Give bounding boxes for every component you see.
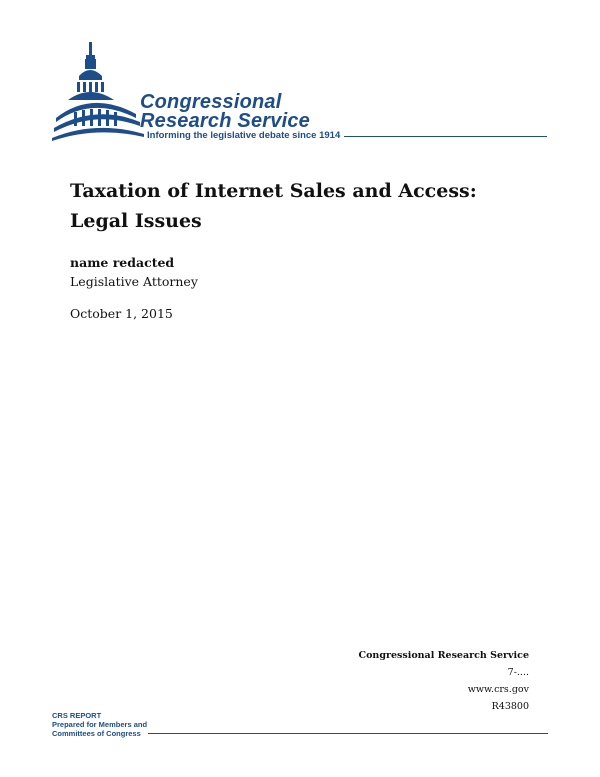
footer-line-3: Committees of Congress bbox=[52, 729, 141, 738]
report-date: October 1, 2015 bbox=[70, 306, 173, 321]
report-title: Taxation of Internet Sales and Access: Legal Issues bbox=[70, 180, 477, 232]
footer-divider bbox=[148, 733, 548, 734]
publisher-website[interactable]: www.crs.gov bbox=[467, 684, 529, 695]
logo-name-line1: Congressional bbox=[140, 91, 282, 113]
logo-tagline: Informing the legislative debate since 1914 bbox=[147, 130, 341, 141]
footer-line-2: Prepared for Members and bbox=[52, 720, 148, 729]
publisher-phone: 7-.... bbox=[507, 667, 529, 678]
publisher-block bbox=[359, 647, 529, 715]
author-name: name redacted bbox=[70, 255, 175, 270]
logo-name-line2: Research Service bbox=[140, 110, 310, 132]
publisher-name: Congressional Research Service bbox=[358, 650, 529, 661]
capitol-dome-icon bbox=[52, 40, 144, 145]
logo-divider bbox=[344, 136, 547, 137]
author-role: Legislative Attorney bbox=[70, 274, 198, 289]
report-number: R43800 bbox=[491, 701, 529, 712]
footer-line-1: CRS REPORT bbox=[52, 711, 102, 720]
footer bbox=[52, 711, 548, 738]
crs-logo bbox=[52, 40, 552, 150]
